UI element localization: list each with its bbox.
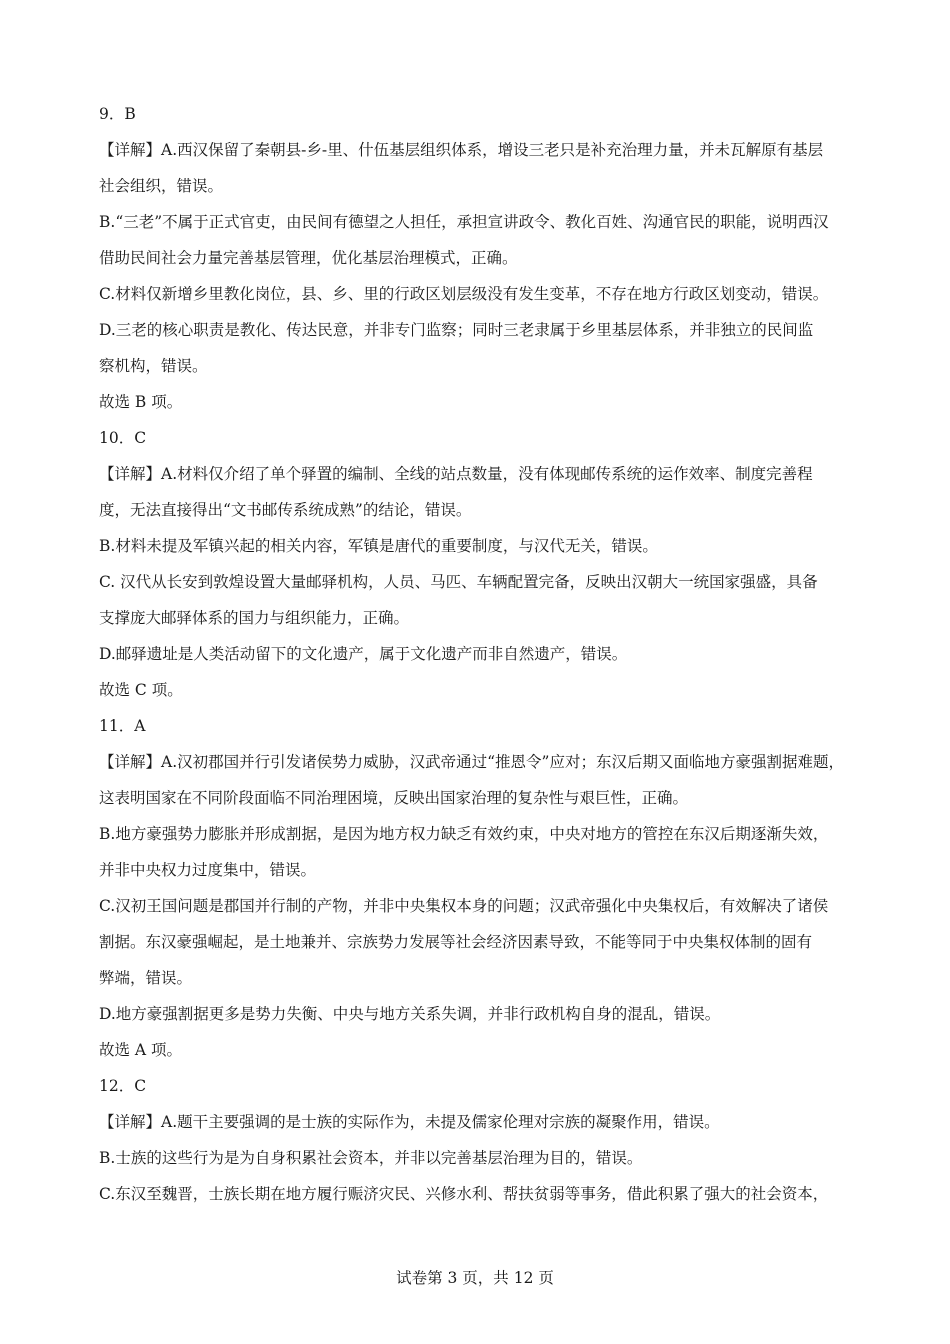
explanation-line: B.“三老”不属于正式官吏，由民间有德望之人担任，承担宣讲政令、教化百姓、沟通官民的职能，说明西汉 [99, 213, 829, 231]
question-number: 11．A [99, 717, 146, 735]
explanation-line: C.材料仅新增乡里教化岗位，县、乡、里的行政区划层级没有发生变革，不存在地方行政区划变动，错误。 [99, 285, 829, 303]
explanation-line: D.三老的核心职责是教化、传达民意，并非专门监察；同时三老隶属于乡里基层体系，并非独立的民间监 [99, 321, 814, 339]
explanation-line: 【详解】A.题干主要强调的是士族的实际作为，未提及儒家伦理对宗族的凝聚作用，错误。 [99, 1113, 720, 1131]
question-block [99, 420, 859, 708]
explanation-line: 故选 A 项。 [99, 1041, 183, 1059]
question-number: 9．B [99, 105, 136, 123]
explanation-line: 度，无法直接得出“文书邮传系统成熟”的结论，错误。 [99, 501, 472, 519]
explanation-line: 社会组织，错误。 [99, 177, 224, 195]
question-block [99, 1068, 859, 1212]
explanation-line: 割据。东汉豪强崛起，是土地兼并、宗族势力发展等社会经济因素导致，不能等同于中央集权体制的固有 [99, 933, 813, 951]
explanation-line: 并非中央权力过度集中，错误。 [99, 861, 317, 879]
explanation-line: D.邮驿遗址是人类活动留下的文化遗产，属于文化遗产而非自然遗产，错误。 [99, 645, 628, 663]
explanation-line: 【详解】A.汉初郡国并行引发诸侯势力威胁，汉武帝通过“推恩令”应对；东汉后期又面临地方豪强割据难题， [99, 753, 844, 771]
explanation-line: 弊端，错误。 [99, 969, 193, 987]
explanation-line: 故选 C 项。 [99, 681, 183, 699]
question-block [99, 96, 859, 420]
explanation-line: 【详解】A.材料仅介绍了单个驿置的编制、全线的站点数量，没有体现邮传系统的运作效率、制度完善程 [99, 465, 813, 483]
explanation-line: 这表明国家在不同阶段面临不同治理困境，反映出国家治理的复杂性与艰巨性，正确。 [99, 789, 689, 807]
explanation-line: 借助民间社会力量完善基层管理，优化基层治理模式，正确。 [99, 249, 518, 267]
explanation-line: 故选 B 项。 [99, 393, 183, 411]
explanation-line: 【详解】A.西汉保留了秦朝县-乡-里、什伍基层组织体系，增设三老只是补充治理力量，并未瓦解原有基层 [99, 141, 824, 159]
question-number: 10．C [99, 429, 147, 447]
explanation-line: C.汉初王国问题是郡国并行制的产物，并非中央集权本身的问题；汉武帝强化中央集权后，有效解决了诸侯 [99, 897, 829, 915]
question-number: 12．C [99, 1077, 147, 1095]
question-block [99, 708, 859, 1068]
answer-content [99, 96, 859, 1212]
explanation-line: B.材料未提及军镇兴起的相关内容，军镇是唐代的重要制度，与汉代无关，错误。 [99, 537, 658, 555]
explanation-line: B.地方豪强势力膨胀并形成割据，是因为地方权力缺乏有效约束，中央对地方的管控在东汉后期逐渐失效， [99, 825, 829, 843]
explanation-line: B.士族的这些行为是为自身积累社会资本，并非以完善基层治理为目的，错误。 [99, 1149, 643, 1167]
explanation-line: 察机构，错误。 [99, 357, 208, 375]
explanation-line: C. 汉代从长安到敦煌设置大量邮驿机构，人员、马匹、车辆配置完备，反映出汉朝大一统国家强盛，具备 [99, 573, 818, 591]
explanation-line: D.地方豪强割据更多是势力失衡、中央与地方关系失调，并非行政机构自身的混乱，错误。 [99, 1005, 721, 1023]
explanation-line: 支撑庞大邮驿体系的国力与组织能力，正确。 [99, 609, 410, 627]
explanation-line: C.东汉至魏晋，士族长期在地方履行赈济灾民、兴修水利、帮扶贫弱等事务，借此积累了强大的社会资本， [99, 1185, 829, 1203]
page-footer: 试卷第 3 页，共 12 页 [396, 1269, 554, 1287]
